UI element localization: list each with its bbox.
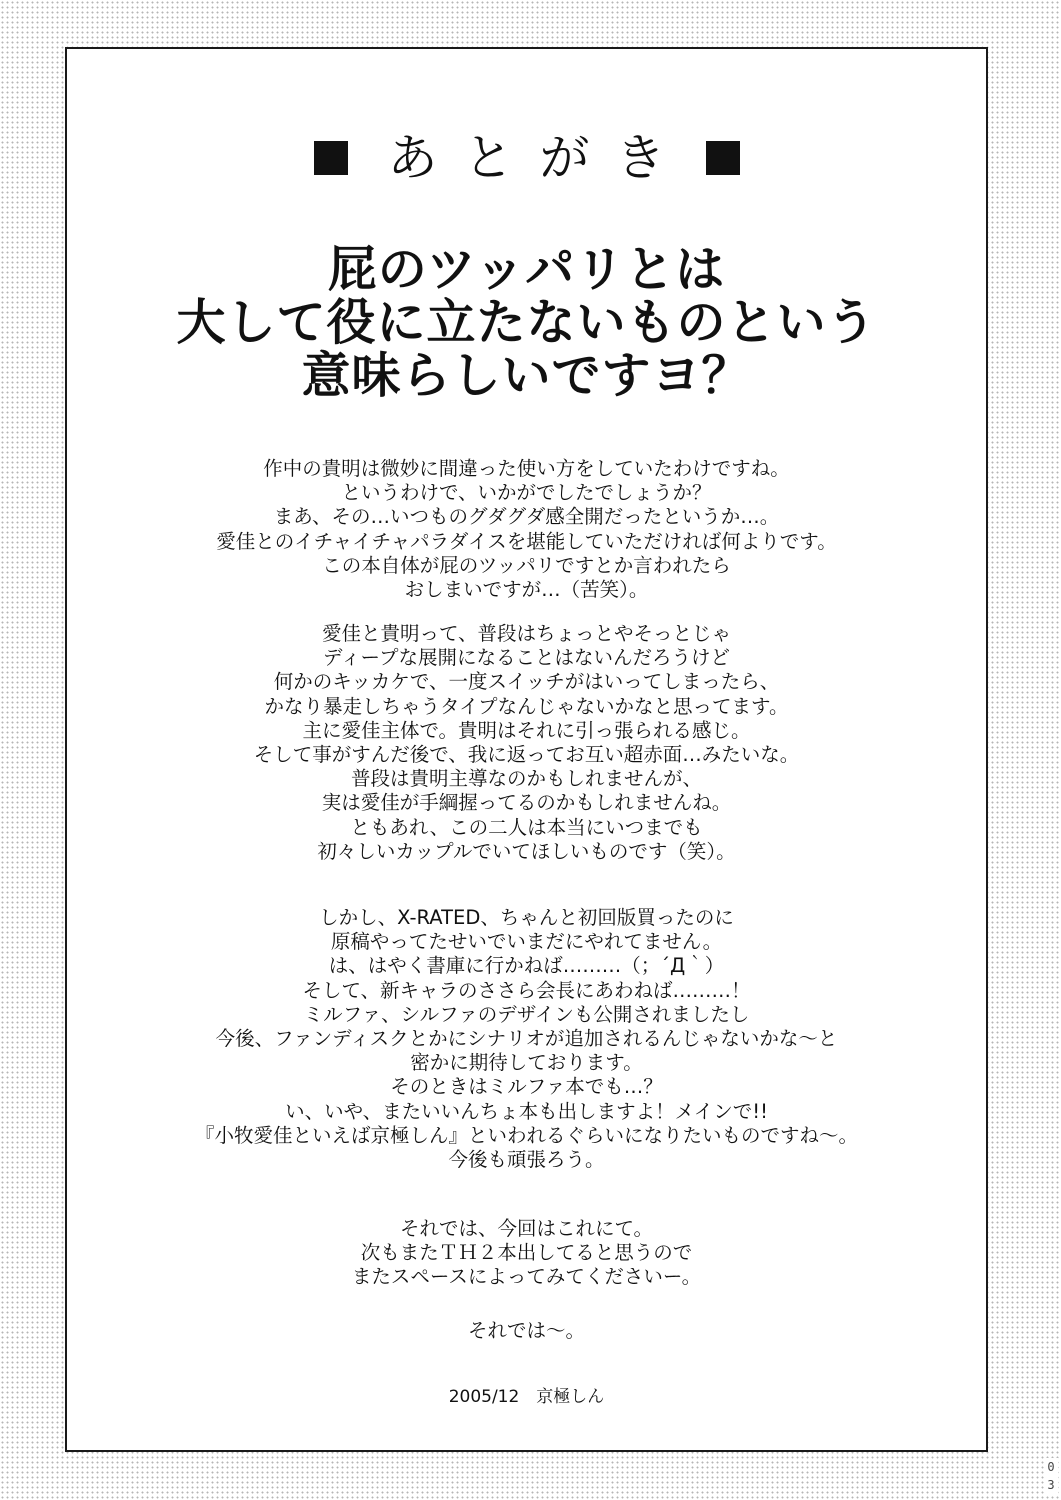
paragraph-2 [67,622,986,864]
text-line: それでは、今回はこれにて。 [399,1217,654,1240]
text-line: 作中の貴明は微妙に間違った使い方をしていたわけですね。 [263,457,790,480]
text-line: 今後、ファンディスクとかにシナリオが追加されるんじゃないかな～と [215,1027,838,1051]
text-line: またスペースによってみてくださいー。 [351,1265,702,1289]
text-line: 原稿やってたせいでいまだにやれてません。 [330,930,723,954]
headline-line: 屁のツッパリとは [327,241,726,298]
text-line: 愛佳と貴明って、普段はちょっとやそっとじゃ [321,622,732,645]
text-line: い、いや、またいいんちょ本も出しますよ！メインで!! [285,1099,768,1123]
text-line: それでは～。 [467,1319,585,1342]
signature-date: 2005/12 京極しん [448,1387,605,1407]
page-number [1044,1458,1058,1494]
text-line: そして事がすんだ後で、我に返ってお互い超赤面…みたいな。 [253,743,800,767]
page-number-digit: 3 [1047,1478,1055,1492]
text-line: かなり暴走しちゃうタイプなんじゃないかなと思ってます。 [264,694,789,718]
text-line: 密かに期待しております。 [410,1051,643,1075]
text-line: この本自体が屁のツッパリですとか言われたら [322,553,731,577]
text-line: しかし、X-RATED、ちゃんと初回版買ったのに [319,906,734,929]
text-line: 『小牧愛佳といえば京極しん』といわれるぐらいになりたいものですね～。 [194,1123,858,1147]
headline-line: 意味らしいですヨ？ [301,347,752,404]
headline-line: 大して役に立たないものという [176,294,877,351]
text-line: おしまいですが…（苦笑）。 [404,578,649,602]
text-line: というわけで、いかがでしたでしょうか？ [341,481,712,505]
text-line: まあ、その…いつものグダグダ感全開だったというか…。 [273,505,780,529]
text-line: 今後も頑張ろう。 [448,1148,605,1172]
headline [67,243,986,402]
text-line: 次もまたＴＨ２本出してると思うので [360,1241,693,1265]
text-line: ともあれ、この二人は本当にいつまでも [350,815,703,839]
text-line: 主に愛佳主体で。貴明はそれに引っ張られる感じ。 [302,718,751,742]
text-line: そして、新キャラのささら会長にあわねば………！ [302,978,751,1002]
text-line: そのときはミルファ本でも…？ [390,1075,663,1099]
text-line: 普段は貴明主導なのかもしれませんが、 [350,767,702,791]
text-line: 実は愛佳が手綱握ってるのかもしれませんね。 [321,791,732,815]
paragraph-1 [67,457,986,602]
paragraph-4 [67,1217,986,1290]
black-square-icon [314,141,348,175]
text-line: 初々しいカップルでいてほしいものです（笑）。 [317,839,736,863]
text-line: 愛佳とのイチャイチャパラダイスを堪能していただければ何よりです。 [216,529,837,553]
page-number-digit: 0 [1047,1460,1055,1474]
afterword-title: あとがき [387,129,692,187]
black-square-icon [706,141,740,175]
text-line: は、はやく書庫に行かねば………（；´Д｀） [328,954,725,978]
text-line: ミルファ、シルファのデザインも公開されましたし [303,1002,750,1026]
afterword-page [65,47,988,1452]
text-line: 何かのキッカケで、一度スイッチがはいってしまったら、 [273,670,780,694]
paragraph-3 [67,906,986,1172]
afterword-heading [67,123,986,193]
paragraph-5 [67,1319,986,1343]
text-line: ディープな展開になることはないんだろうけど [323,646,730,670]
